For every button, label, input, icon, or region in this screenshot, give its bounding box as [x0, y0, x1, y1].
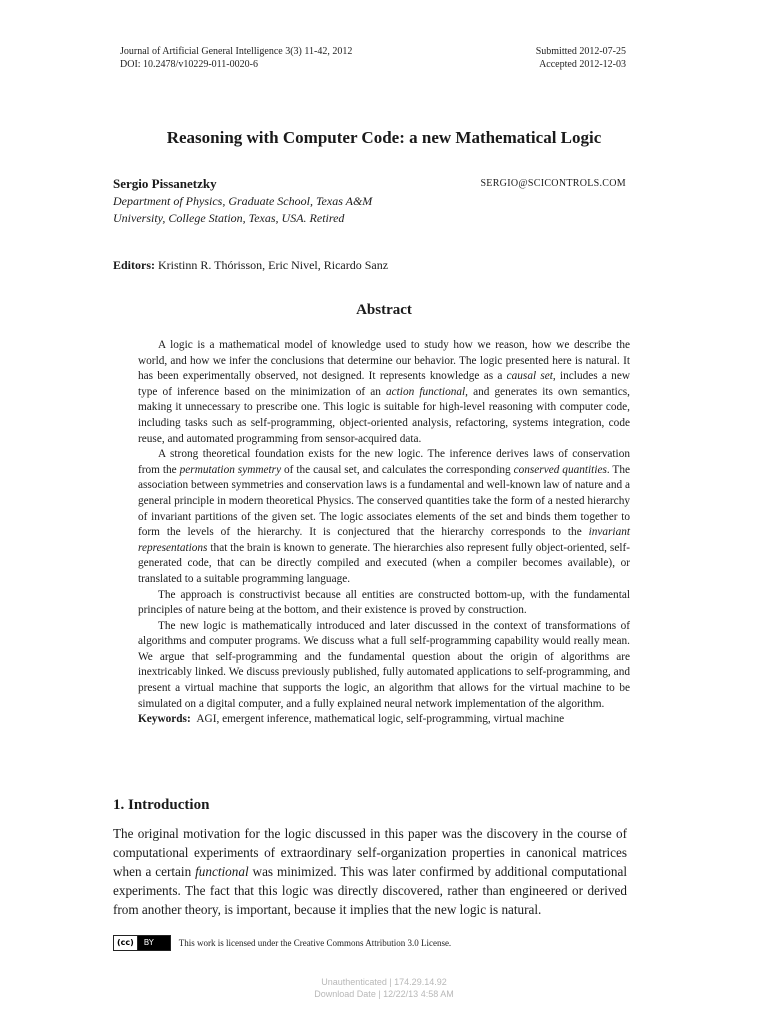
license-text: This work is licensed under the Creative Commons Attribution 3.0 License. [178, 938, 452, 949]
author-name: Sergio Pissanetzky [113, 176, 217, 191]
text-run: of the causal set, and calculates the corresponding [281, 463, 514, 476]
text-run: A strong theoretical foundation exists for the new logic. The inference derives laws of conservation from the [138, 448, 630, 476]
keywords [138, 712, 630, 728]
introduction-paragraph [113, 824, 627, 919]
introduction-body [113, 824, 627, 919]
paper-title: Reasoning with Computer Code: a new Mathematical Logic [166, 128, 602, 147]
author-affiliation [113, 193, 372, 227]
watermark-line-1: Unauthenticated | 174.29.14.92 [321, 977, 447, 987]
journal-citation: Journal of Artificial General Intelligence 3(3) 11-42, 2012 [120, 46, 353, 57]
emphasis: action functional [386, 385, 466, 398]
affiliation-line-2: University, College Station, Texas, USA. Retired [113, 211, 345, 225]
text-run: was minimized. This was later confirmed by additional computational experiments. The fact that this logic was directly discovered, rather than engineered or derived from another theory, is important, because it implies that the new logic is natural. [113, 864, 627, 917]
download-watermark [0, 976, 768, 1000]
abstract-body [138, 338, 630, 728]
editors [113, 258, 388, 273]
section-heading-introduction: 1. Introduction [113, 797, 210, 813]
doi: DOI: 10.2478/v10229-011-0020-6 [120, 59, 258, 70]
emphasis: functional [195, 864, 249, 879]
journal-header [120, 45, 352, 71]
affiliation-line-1: Department of Physics, Graduate School, Texas A&M [113, 194, 373, 208]
cc-label: (cc) [114, 936, 138, 950]
text-run: , includes a new type of inference based on the minimization of an [138, 370, 630, 398]
abstract-paragraph-2 [138, 447, 630, 587]
emphasis: invariant representations [138, 526, 630, 554]
text-run: that the brain is known to generate. The hierarchies also represent fully object-oriented, self-generated code, that can be directly compiled and executed (when a compiler becomes available), or translated to a suitable programming language. [138, 541, 630, 585]
license-notice [113, 934, 451, 952]
watermark-line-2: Download Date | 12/22/13 4:58 AM [314, 989, 454, 999]
emphasis: permutation symmetry [179, 463, 282, 476]
submission-dates [536, 45, 626, 71]
by-label: BY [143, 938, 154, 948]
accepted-date: Accepted 2012-12-03 [539, 59, 626, 70]
text-run: . The association between symmetries and conservation laws is a fundamental and well-known law of nature and a general principle in modern theoretical Physics. The conserved quantities take the form of a nested hierarchy of invariant partitions of the given set. The logic associates elements of the set and binds them together to form the levels of the hierarchy. It is conjectured that the hierarchy corresponds to the [138, 463, 630, 539]
text-run: A logic is a mathematical model of knowledge used to study how we reason, how we describe the world, and how we infer the conclusions that determine our behavior. The logic presented here is natural. It has been experimentally observed, not designed. It represents knowledge as a [138, 339, 630, 383]
cc-by-badge-icon[interactable] [113, 935, 171, 951]
abstract-paragraph-3: The approach is constructivist because all entities are constructed bottom-up, with the fundamental principles of nature being at the bottom, and their existence is proved by construction. [138, 588, 630, 617]
abstract-heading: Abstract [356, 302, 412, 318]
text-run: , and generates its own semantics, making it unnecessary to prescribe one. This logic is suitable for high-level reasoning with computer code, including tasks such as self-programming, object-oriented analysis, refactoring, systems integration, code reuse, and automated programming from sensor-acquired data. [138, 385, 630, 445]
emphasis: causal set [506, 370, 553, 383]
abstract-paragraph-1 [138, 338, 630, 447]
editors-names: Kristinn R. Thórisson, Eric Nivel, Ricardo Sanz [158, 258, 389, 272]
abstract-paragraph-4: The new logic is mathematically introduced and later discussed in the context of transformations of algorithms and computer programs. We discuss what a full self-programming capability would really mean. We argue that self-programming and the fundamental question about the origin of algorithms are inextricably linked. We discuss previously published, fully automated applications to self-programming, and present a virtual machine that supports the logic, an algorithm that allows for the virtual machine to be simulated on a digital computer, and a fully explained neural network implementation of the algorithm. [138, 619, 630, 710]
editors-label: Editors: [113, 258, 155, 272]
author-email: SERGIO@SCICONTROLS.COM [480, 178, 626, 189]
emphasis: conserved quantities [513, 463, 607, 476]
keywords-label: Keywords: [138, 713, 191, 726]
keywords-list: AGI, emergent inference, mathematical logic, self-programming, virtual machine [196, 713, 565, 726]
text-run: The original motivation for the logic discussed in this paper was the discovery in the course of computational experiments of extraordinary self-organization properties in canonical matrices when a certain [113, 826, 627, 879]
submitted-date: Submitted 2012-07-25 [535, 46, 626, 57]
